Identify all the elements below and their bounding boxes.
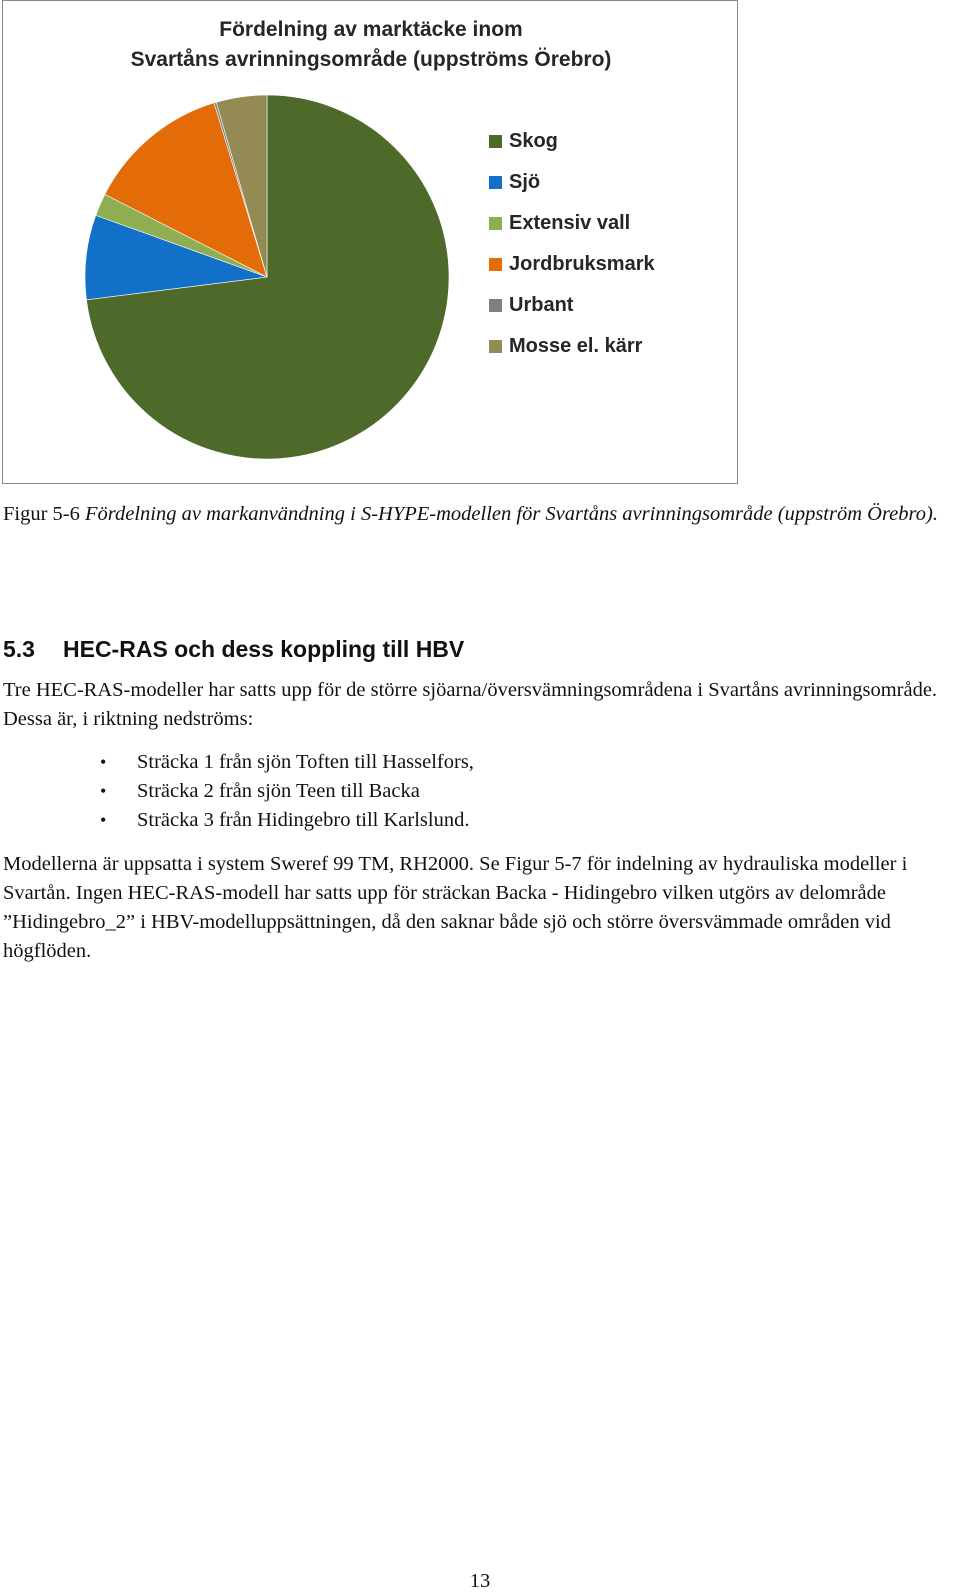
pie-chart-figure [2,0,738,484]
legend-label: Extensiv vall [509,212,631,234]
legend-label: Skog [509,130,558,152]
legend-swatch [489,176,502,189]
list-item [100,806,474,835]
bullet-icon: • [100,810,107,830]
legend-swatch [489,340,502,353]
list-item [100,748,474,777]
chart-title-line-2: Svartåns avrinningsområde (uppströms Örebro) [130,48,612,71]
section-heading [3,636,464,663]
legend-swatch [489,217,502,230]
paragraph-models: Modellerna är uppsatta i system Sweref 99 TM, RH2000. Se Figur 5-7 för indelning av hydrauliska modeller i Svartån. Ingen HEC-RAS-modell har satts upp för sträckan Backa - Hidingebro vilken utgörs av delområde ”Hidingebro_2” i HBV-modelluppsättningen, då den saknar både sjö och större översvämmade områden vid högflöden. [3,853,908,962]
legend-swatch [489,258,502,271]
legend-item-skog [489,121,655,162]
page-number: 13 [469,1570,491,1592]
bullet-icon: • [100,752,107,772]
list-item-text: Sträcka 2 från sjön Teen till Backa [137,780,420,802]
legend-swatch [489,135,502,148]
list-item-text: Sträcka 3 från Hidingebro till Karlslund. [137,809,470,831]
legend-item-urbant [489,285,655,326]
list-item [100,777,474,806]
legend-label: Urbant [509,294,574,316]
chart-title-line-1: Fördelning av marktäcke inom [219,18,523,41]
reach-list [100,748,474,835]
figure-caption [3,500,943,528]
legend-item-mosse [489,326,655,367]
legend-label: Mosse el. kärr [509,335,643,357]
paragraph-intro: Tre HEC-RAS-modeller har satts upp för de större sjöarna/översvämningsområdena i Svartåns avrinningsområde. Dessa är, i riktning nedströms: [3,679,938,730]
legend-item-extensiv-vall [489,203,655,244]
chart-title [3,15,739,75]
bullet-icon: • [100,781,107,801]
legend-item-sjo [489,162,655,203]
caption-text: Fördelning av markanvändning i S-HYPE-modellen för Svartåns avrinningsområde (uppström Örebro). [85,503,938,525]
section-number: 5.3 [3,636,35,662]
legend-label: Sjö [509,171,541,193]
chart-legend [489,121,655,367]
section-title: HEC-RAS och dess koppling till HBV [63,636,465,662]
legend-label: Jordbruksmark [509,253,655,275]
legend-item-jordbruksmark [489,244,655,285]
legend-swatch [489,299,502,312]
caption-label: Figur 5-6 [3,503,85,525]
list-item-text: Sträcka 1 från sjön Toften till Hasselfors, [137,751,474,773]
